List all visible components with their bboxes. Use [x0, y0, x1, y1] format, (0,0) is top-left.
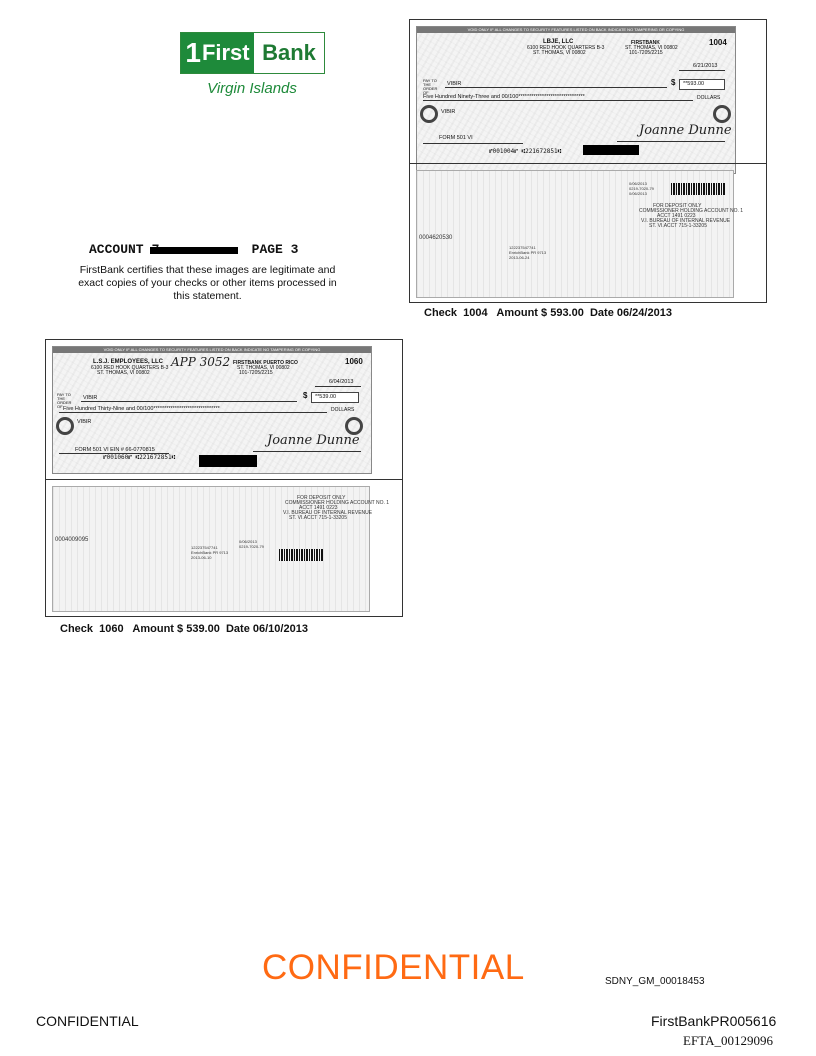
check-payer: LBJE, LLC — [543, 39, 574, 45]
micr-redaction-bar — [583, 145, 639, 155]
logo-first-block — [181, 33, 254, 73]
pay-to-label: PAY TO THE ORDER OF — [57, 392, 72, 409]
check-amount-box: **593.00 — [679, 79, 725, 90]
dollars-label: DOLLARS — [331, 407, 355, 413]
check-routing-fraction: 101-7205/2215 — [629, 50, 663, 56]
page-label: PAGE 3 — [251, 242, 299, 257]
back-stamp-line-3: ACCT 1491 0223 — [299, 505, 338, 511]
check-payee: VIBIR — [83, 395, 98, 401]
check-number: 1004 — [709, 38, 727, 47]
check-address-line: VIBIR — [441, 109, 456, 115]
check-bank-address: ST. THOMAS, VI 00802 — [237, 365, 290, 371]
check-number: 1060 — [345, 357, 363, 366]
account-label: ACCOUNT — [89, 242, 144, 257]
back-stamp-line-4: V.I. BUREAU OF INTERNAL REVENUE — [641, 218, 731, 224]
check-security-band: VOID ONLY IF ALL CHANGES TO SECURITY FEATURES LISTED ON BACK INDICATE NO TAMPERING OR COPYING — [417, 27, 735, 33]
logo-subtitle: Virgin Islands — [207, 80, 297, 97]
check-signature: Joanne Dunne — [639, 123, 732, 138]
check-back-1060: FOR DEPOSIT ONLY COMMISSIONER HOLDING ACCOUNT NO. 1 ACCT 1491 0223 V.I. BUREAU OF INTERNAL REVENUE ST. VI.ACCT 715-1-33205 0004009095 122237547741 EnrichBank PR 9713 2013-06-10 0/06/2013 0219-7020-79 — [52, 486, 370, 612]
check-security-band: VOID ONLY IF ALL CHANGES TO SECURITY FEATURES LISTED ON BACK INDICATE NO TAMPERING OR COPYING — [53, 347, 371, 353]
confidential-stamp: CONFIDENTIAL — [262, 948, 525, 987]
check-bank-name: FIRSTBANK PUERTO RICO — [233, 360, 298, 366]
micr-redaction-bar — [199, 455, 257, 467]
back-code: 0004009095 — [55, 537, 89, 543]
check-front-1004: VOID ONLY IF ALL CHANGES TO SECURITY FEATURES LISTED ON BACK INDICATE NO TAMPERING OR COPYING LBJE, LLC 6100 RED HOOK QUARTERS B-3 ST. THOMAS, VI 00802 FIRSTBANK ST. THOMAS, VI 00802 101-7205/2215 1004 6/21/2013 PAY TO THE ORDER OF VIBIR $ **593.00 Five Hundred Ninety-Three and 00/100******************************* DOLLARS VIBIR FORM 501 VI Joanne Dunne ⑈001004⑈ ⑆221672851⑆ — [416, 26, 736, 174]
back-stamp-line-5: ST. VI.ACCT 715-1-33205 — [289, 515, 347, 521]
check-amount-box: **539.00 — [311, 392, 359, 403]
efta-number: EFTA_00129096 — [683, 1033, 773, 1048]
logo-first-text: First — [201, 40, 250, 65]
back-stamp-line-1: FOR DEPOSIT ONLY — [653, 203, 702, 209]
check-payer-address-1: 6100 RED HOOK QUARTERS B-3 — [91, 365, 169, 371]
account-redaction-bar — [150, 247, 238, 254]
confidential-footer: CONFIDENTIAL — [36, 1013, 139, 1029]
check-routing-fraction: 101-7205/2215 — [239, 370, 273, 376]
dollars-label: DOLLARS — [697, 95, 721, 101]
check-handwritten-note: APP 3052 — [171, 355, 231, 369]
check-bank-address: ST. THOMAS, VI 00802 — [625, 45, 678, 51]
check-memo: FORM 501 VI EIN # 66-0770815 — [75, 447, 155, 453]
back-stamp-line-3: ACCT 1491 0223 — [657, 213, 696, 219]
back-stamp-line-2: COMMISSIONER HOLDING ACCOUNT NO. 1 — [285, 500, 390, 506]
check-date: 6/21/2013 — [693, 63, 718, 69]
logo-bank-text: Bank — [262, 40, 316, 65]
check-micr: ⑈001004⑈ ⑆221672851⑆ — [489, 148, 562, 155]
back-barcode — [279, 549, 323, 561]
check-date: 6/04/2013 — [329, 379, 354, 385]
check-caption-1004: Check 1004 Amount $ 593.00 Date 06/24/2013 — [424, 307, 672, 319]
logo-one: 1 — [185, 37, 201, 68]
firstbank-bates-number: FirstBankPR005616 — [651, 1013, 777, 1029]
firstbank-logo — [180, 32, 325, 74]
check-payer-address-2: ST. THOMAS, VI 00802 — [97, 370, 150, 376]
back-stamp-line-1: FOR DEPOSIT ONLY — [297, 495, 346, 501]
back-barcode — [671, 183, 725, 195]
certification-text: FirstBank certifies that these images are legitimate and exact copies of your checks or other items processed in this statement. — [78, 264, 337, 302]
check-security-ring-right — [713, 105, 731, 123]
check-back-1004: 0/06/2013 0219-7020-79 0/06/2013 FOR DEPOSIT ONLY COMMISSIONER HOLDING ACCOUNT NO. 1 ACCT 1491 0223 V.I. BUREAU OF INTERNAL REVENUE ST. VI.ACCT 715-1-33205 0004620530 122237547741 EnrichBank PR 9713 2013-06-24 — [416, 170, 734, 298]
check-memo: FORM 501 VI — [439, 135, 473, 141]
account-number — [152, 242, 230, 257]
check-bank-name: FIRSTBANK — [631, 40, 660, 46]
back-code: 0004620530 — [419, 235, 453, 241]
check-micr: ⑈001060⑈ ⑆221672851⑆ — [103, 454, 176, 461]
check-payer-address-1: 6100 RED HOOK QUARTERS B-3 — [527, 45, 605, 51]
back-stamp-line-5: ST. VI.ACCT 715-1-33205 — [649, 223, 707, 229]
check-security-ring-left — [56, 417, 74, 435]
check-payer-address-2: ST. THOMAS, VI 00802 — [533, 50, 586, 56]
check-image-panel-1060 — [45, 339, 403, 617]
check-payee: VIBIR — [447, 81, 462, 87]
check-payer: L.S.J. EMPLOYEES, LLC — [93, 359, 164, 365]
check-signature: Joanne Dunne — [267, 433, 360, 448]
check-written-amount: Five Hundred Ninety-Three and 00/100******************************* — [423, 94, 585, 100]
check-front-1060: VOID ONLY IF ALL CHANGES TO SECURITY FEATURES LISTED ON BACK INDICATE NO TAMPERING OR COPYING L.S.J. EMPLOYEES, LLC 6100 RED HOOK QUARTERS B-3 ST. THOMAS, VI 00802 APP 3052 FIRSTBANK PUERTO RICO ST. THOMAS, VI 00802 101-7205/2215 1060 6/04/2013 PAY TO THE ORDER OF VIBIR $ **539.00 Five Hundred Thirty-Nine and 00/100******************************* DOLLARS VIBIR FORM 501 VI EIN # 66-0770815 Joanne Dunne ⑈001060⑈ ⑆221672851⑆ — [52, 346, 372, 474]
check-address-line: VIBIR — [77, 419, 92, 425]
sdny-bates-number: SDNY_GM_00018453 — [605, 976, 705, 987]
check-caption-1060: Check 1060 Amount $ 539.00 Date 06/10/2013 — [60, 623, 308, 635]
check-written-amount: Five Hundred Thirty-Nine and 00/100******************************* — [63, 406, 220, 412]
check-image-panel-1004 — [409, 19, 767, 303]
pay-to-label: PAY TO THE ORDER OF — [423, 78, 438, 95]
check-security-ring-left — [420, 105, 438, 123]
back-stamp-line-4: V.I. BUREAU OF INTERNAL REVENUE — [283, 510, 373, 516]
account-line — [89, 242, 298, 257]
back-stamp-line-2: COMMISSIONER HOLDING ACCOUNT NO. 1 — [639, 208, 744, 214]
